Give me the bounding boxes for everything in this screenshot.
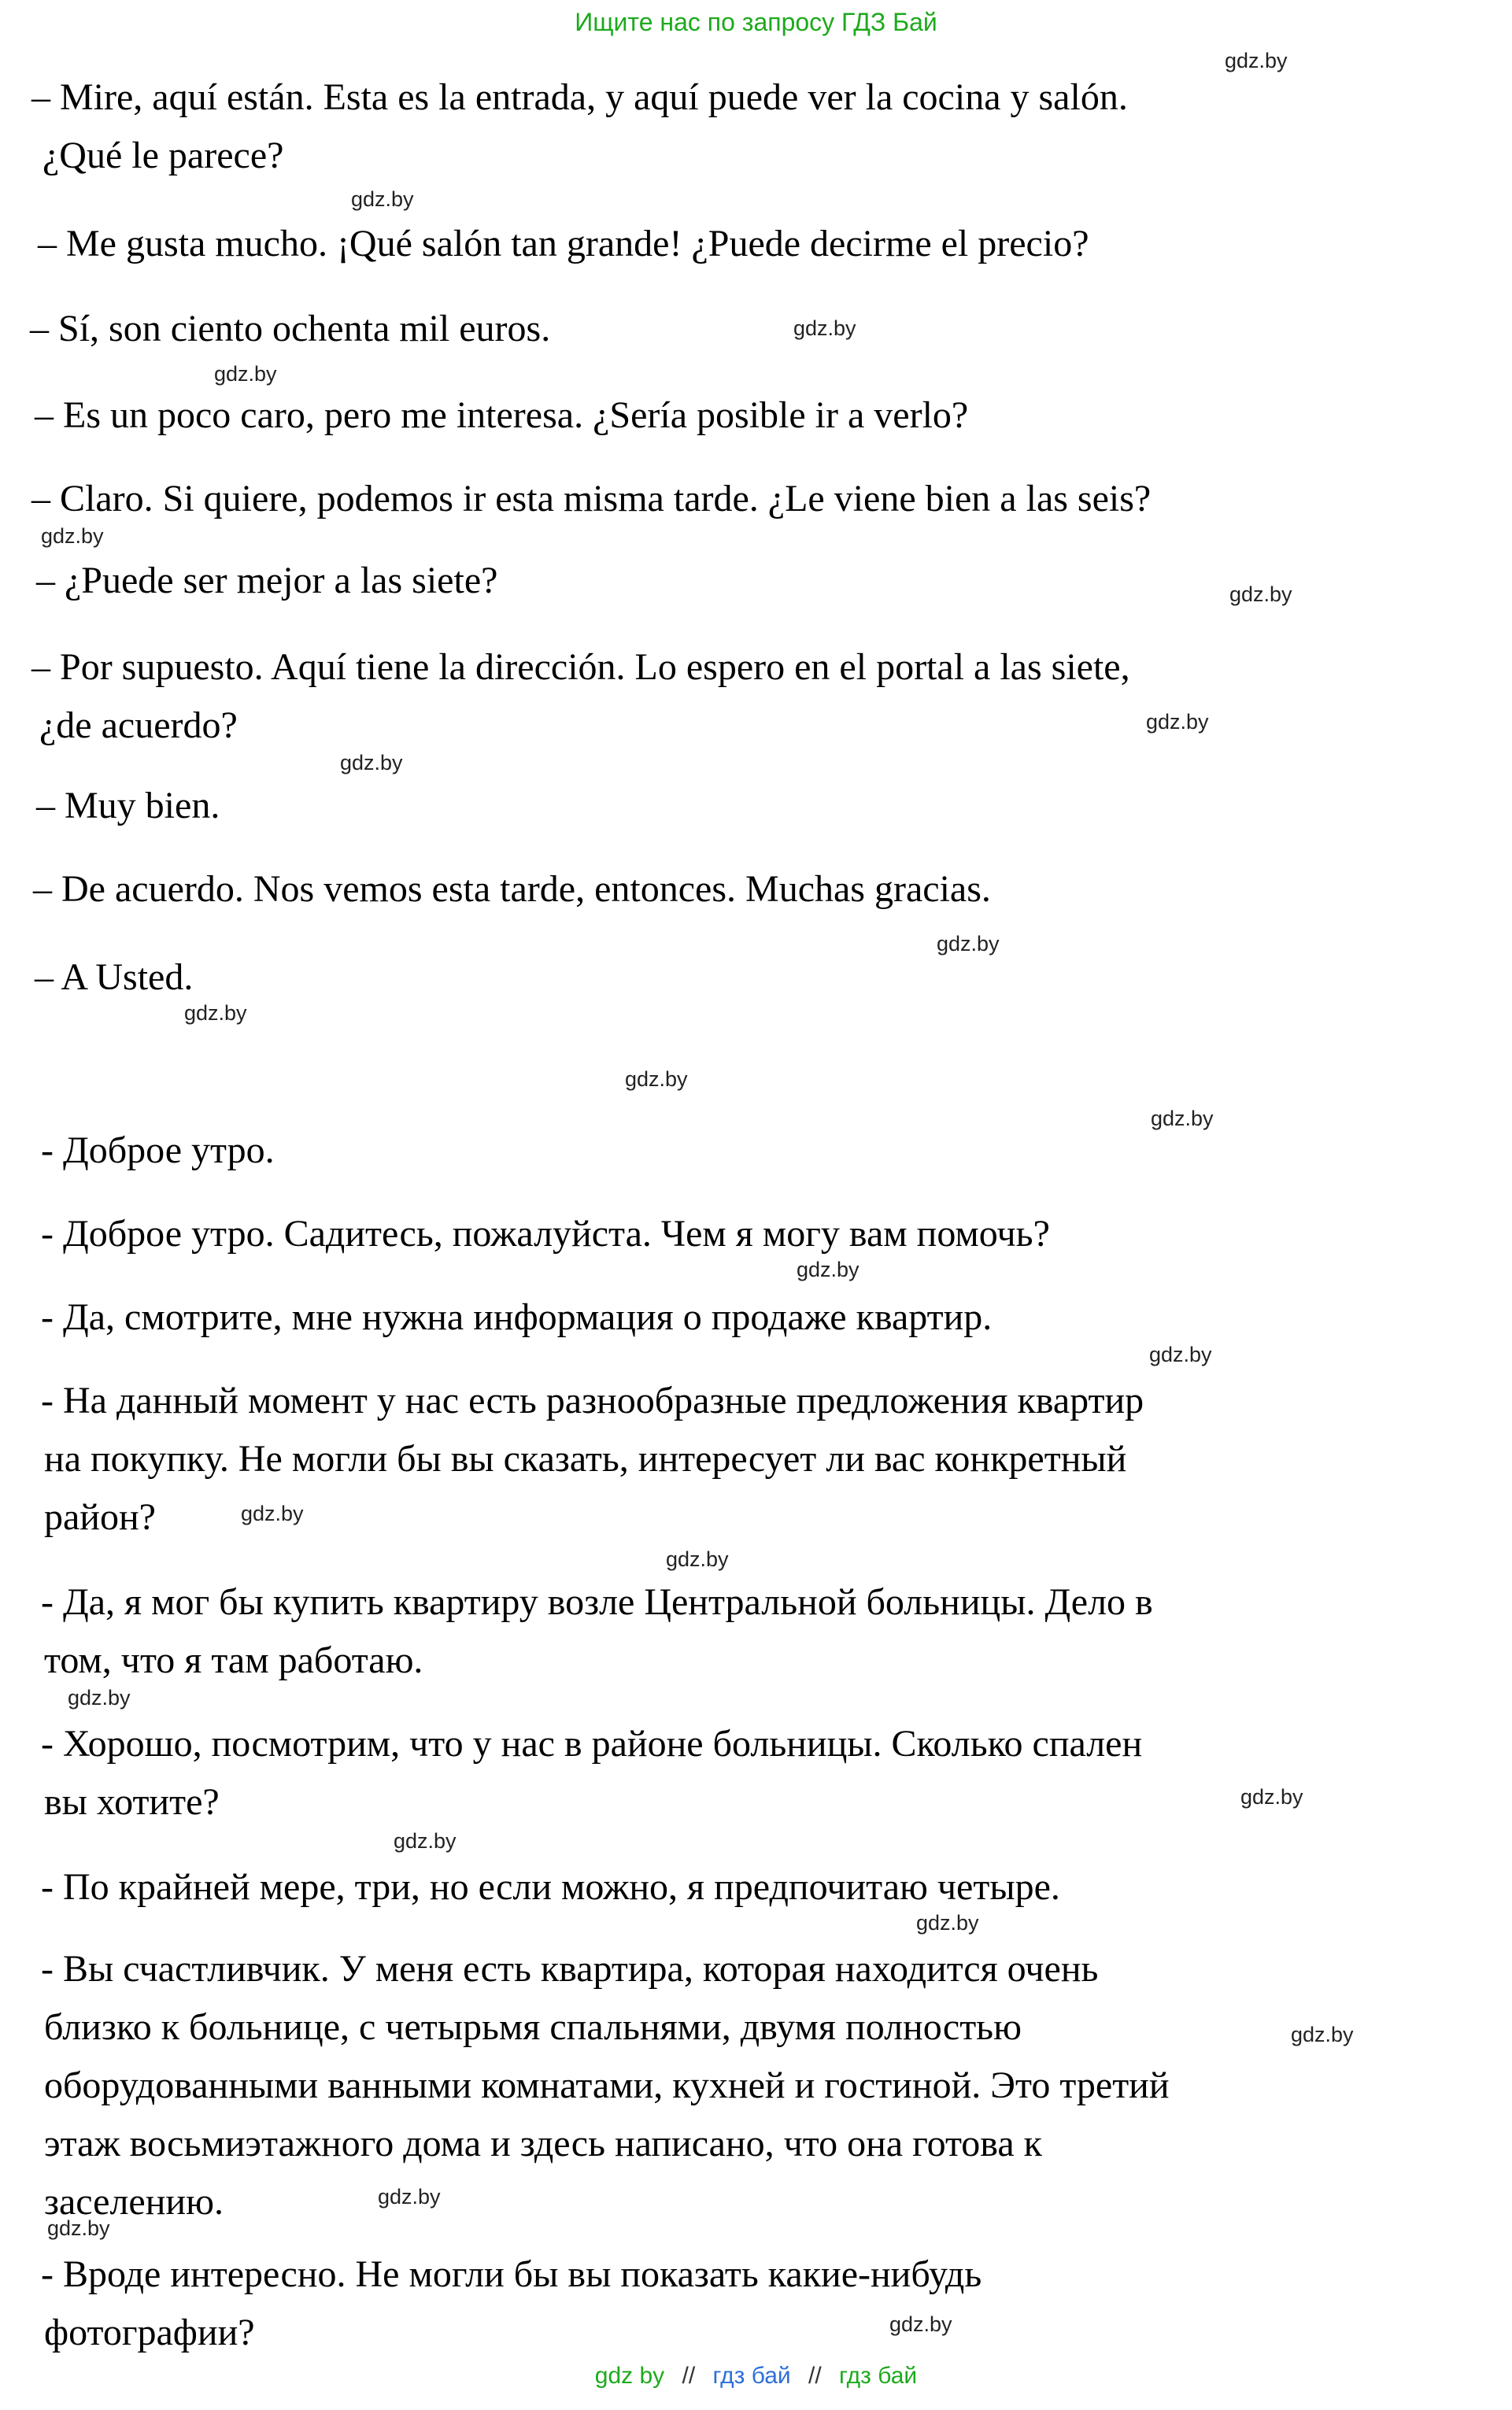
spanish-dialog-line: – Mire, aquí están. Esta es la entrada, y aquí puede ver la cocina y salón. xyxy=(31,76,1128,118)
footer-links xyxy=(0,2363,1512,2390)
gdz-watermark: gdz.by xyxy=(41,524,104,548)
gdz-watermark: gdz.by xyxy=(47,2216,110,2240)
gdz-watermark: gdz.by xyxy=(1146,710,1209,734)
footer-separator: // xyxy=(682,2363,696,2389)
footer-separator: // xyxy=(808,2363,822,2389)
gdz-watermark: gdz.by xyxy=(394,1829,457,1853)
russian-dialog-line: - Вроде интересно. Не могли бы вы показать какие-нибудь xyxy=(41,2253,982,2295)
gdz-watermark: gdz.by xyxy=(1291,2023,1354,2046)
footer-link-gdz-bai-1[interactable]: гдз бай xyxy=(712,2363,791,2389)
footer-link-gdz-by[interactable]: gdz by xyxy=(594,2363,665,2389)
russian-dialog-line: фотографии? xyxy=(44,2312,255,2353)
gdz-watermark: gdz.by xyxy=(340,751,403,774)
gdz-watermark: gdz.by xyxy=(1151,1107,1214,1130)
promo-banner: Ищите нас по запросу ГДЗ Бай xyxy=(575,8,937,36)
russian-dialog-line: - Вы счастливчик. У меня есть квартира, которая находится очень xyxy=(41,1948,1099,1990)
spanish-dialog-line: – Sí, son ciento ochenta mil euros. xyxy=(30,308,551,349)
gdz-watermark: gdz.by xyxy=(916,1911,979,1935)
gdz-watermark: gdz.by xyxy=(797,1258,860,1281)
spanish-dialog-line: – Claro. Si quiere, podemos ir esta misma tarde. ¿Le viene bien a las seis? xyxy=(31,478,1152,519)
gdz-watermark: gdz.by xyxy=(1240,1785,1303,1809)
footer-link-gdz-bai-2[interactable]: гдз бай xyxy=(839,2363,918,2389)
spanish-dialog-line: ¿Qué le parece? xyxy=(43,135,284,176)
russian-dialog-line: близко к больнице, с четырьмя спальнями, двумя полностью xyxy=(44,2006,1022,2048)
spanish-dialog-line: – A Usted. xyxy=(35,956,194,998)
gdz-watermark: gdz.by xyxy=(351,187,414,211)
gdz-watermark: gdz.by xyxy=(666,1547,729,1571)
gdz-watermark: gdz.by xyxy=(241,1502,304,1525)
spanish-dialog-line: – Es un poco caro, pero me interesa. ¿Sería posible ir a verlo? xyxy=(35,394,969,436)
russian-dialog-line: - Доброе утро. Садитесь, пожалуйста. Чем я могу вам помочь? xyxy=(41,1213,1050,1255)
russian-dialog-line: - Доброе утро. xyxy=(41,1129,275,1171)
russian-dialog-line: оборудованными ванными комнатами, кухней и гостиной. Это третий xyxy=(44,2064,1170,2106)
russian-dialog-line: - По крайней мере, три, но если можно, я предпочитаю четыре. xyxy=(41,1866,1060,1908)
gdz-watermark: gdz.by xyxy=(184,1001,247,1025)
russian-dialog-line: вы хотите? xyxy=(44,1781,220,1823)
gdz-watermark: gdz.by xyxy=(378,2185,441,2209)
russian-dialog-line: район? xyxy=(44,1496,156,1538)
russian-dialog-line: на покупку. Не могли бы вы сказать, интересует ли вас конкретный xyxy=(44,1438,1127,1480)
russian-dialog-line: - На данный момент у нас есть разнообразные предложения квартир xyxy=(41,1380,1144,1421)
gdz-watermark: gdz.by xyxy=(68,1686,131,1710)
spanish-dialog-line: – De acuerdo. Nos vemos esta tarde, entonces. Muchas gracias. xyxy=(33,868,991,910)
spanish-dialog-line: – Muy bien. xyxy=(36,785,220,826)
russian-dialog-line: заселению. xyxy=(44,2181,224,2223)
spanish-dialog-line: – Me gusta mucho. ¡Qué salón tan grande! ¿Puede decirme el precio? xyxy=(38,223,1089,264)
russian-dialog-line: - Да, я мог бы купить квартиру возле Центральной больницы. Дело в xyxy=(41,1581,1153,1623)
gdz-watermark: gdz.by xyxy=(937,932,1000,955)
gdz-watermark: gdz.by xyxy=(1225,49,1288,72)
gdz-watermark: gdz.by xyxy=(889,2312,952,2336)
gdz-watermark: gdz.by xyxy=(1229,582,1292,606)
russian-dialog-line: - Хорошо, посмотрим, что у нас в районе больницы. Сколько спален xyxy=(41,1723,1143,1765)
gdz-watermark: gdz.by xyxy=(625,1067,688,1091)
gdz-watermark: gdz.by xyxy=(1149,1343,1212,1366)
gdz-watermark: gdz.by xyxy=(793,316,856,340)
russian-dialog-line: - Да, смотрите, мне нужна информация о продаже квартир. xyxy=(41,1296,993,1338)
spanish-dialog-line: ¿de acuerdo? xyxy=(39,704,238,746)
spanish-dialog-line: – ¿Puede ser mejor a las siete? xyxy=(36,560,498,601)
gdz-watermark: gdz.by xyxy=(214,362,277,386)
spanish-dialog-line: – Por supuesto. Aquí tiene la dirección. Lo espero en el portal a las siete, xyxy=(31,646,1130,688)
russian-dialog-line: этаж восьмиэтажного дома и здесь написано, что она готова к xyxy=(44,2123,1042,2164)
russian-dialog-line: том, что я там работаю. xyxy=(44,1639,423,1681)
